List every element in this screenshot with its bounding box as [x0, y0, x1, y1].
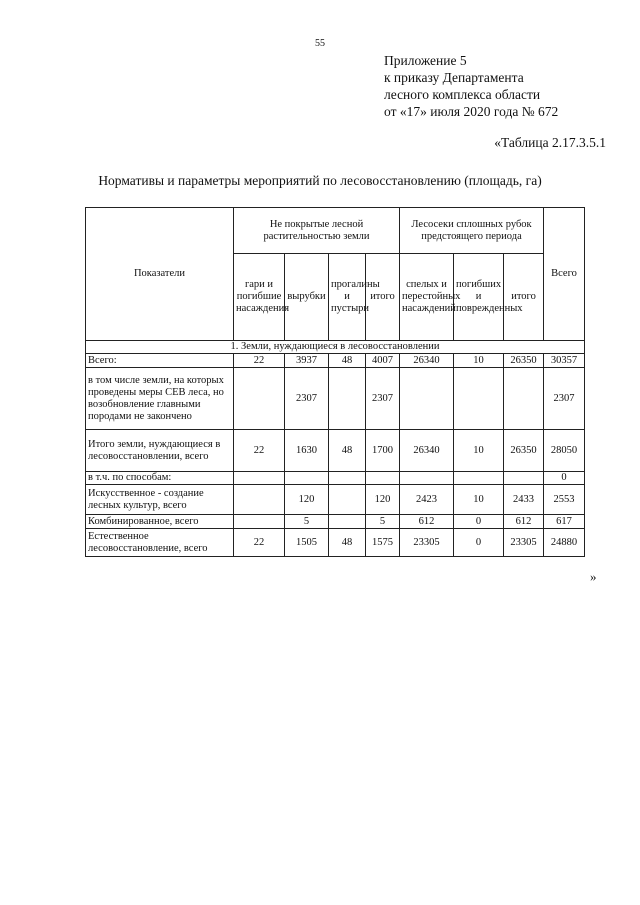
row-value: 5	[366, 515, 400, 529]
header-total-2: итого	[504, 254, 544, 341]
row-label: Естественное лесовосстановление, всего	[86, 529, 234, 557]
document-title: Нормативы и параметры мероприятий по лесовосстановлению (площадь, га)	[98, 173, 542, 188]
row-value	[329, 485, 366, 515]
row-value	[400, 368, 454, 430]
row-label: Всего:	[86, 354, 234, 368]
closing-quote: »	[590, 569, 597, 584]
row-value: 24880	[544, 529, 585, 557]
row-value: 48	[329, 430, 366, 472]
row-label: Искусственное - создание лесных культур, всего	[86, 485, 234, 515]
row-value: 2307	[544, 368, 585, 430]
appendix-block	[384, 52, 558, 120]
table-row	[86, 529, 585, 557]
row-value: 23305	[504, 529, 544, 557]
row-label: в том числе земли, на которых проведены меры СЕВ леса, но возобновление главными породами не закончено	[86, 368, 234, 430]
header-glades: прогалины и пустыри	[329, 254, 366, 341]
row-value	[454, 368, 504, 430]
header-indicators: Показатели	[86, 208, 234, 341]
row-value	[234, 472, 285, 485]
page-number: 55	[315, 38, 325, 49]
table-row	[86, 485, 585, 515]
row-value	[329, 515, 366, 529]
row-value	[504, 472, 544, 485]
row-value: 3937	[285, 354, 329, 368]
reforestation-table	[85, 207, 585, 557]
row-value: 10	[454, 430, 504, 472]
row-value: 1700	[366, 430, 400, 472]
row-value: 23305	[400, 529, 454, 557]
row-value: 2307	[285, 368, 329, 430]
row-value	[234, 368, 285, 430]
section-heading: 1. Земли, нуждающиеся в лесовосстановлении	[86, 341, 585, 354]
row-value: 48	[329, 354, 366, 368]
row-value	[366, 472, 400, 485]
header-felled: вырубки	[285, 254, 329, 341]
row-value	[234, 485, 285, 515]
row-value: 1505	[285, 529, 329, 557]
row-value	[504, 368, 544, 430]
row-value: 10	[454, 354, 504, 368]
row-value: 617	[544, 515, 585, 529]
header-group-nonforested: Не покрытые лесной растительностью земли	[234, 208, 400, 254]
row-value: 2553	[544, 485, 585, 515]
table-row	[86, 354, 585, 368]
row-value: 48	[329, 529, 366, 557]
row-value: 30357	[544, 354, 585, 368]
row-value: 612	[504, 515, 544, 529]
row-value: 22	[234, 430, 285, 472]
row-value: 26350	[504, 354, 544, 368]
row-value	[454, 472, 504, 485]
table-row	[86, 430, 585, 472]
row-value: 1630	[285, 430, 329, 472]
table-row	[86, 472, 585, 485]
row-value: 0	[454, 515, 504, 529]
row-value: 2433	[504, 485, 544, 515]
appendix-line-4: от «17» июля 2020 года № 672	[384, 104, 559, 119]
row-value: 26340	[400, 354, 454, 368]
row-value: 0	[454, 529, 504, 557]
row-value: 1575	[366, 529, 400, 557]
row-label: Комбинированное, всего	[86, 515, 234, 529]
header-group-clearcuts: Лесосеки сплошных рубок предстоящего периода	[400, 208, 544, 254]
row-value: 4007	[366, 354, 400, 368]
header-dead: погибших и поврежденных	[454, 254, 504, 341]
table-row	[86, 368, 585, 430]
appendix-line-1: Приложение 5	[384, 53, 467, 68]
row-value: 28050	[544, 430, 585, 472]
row-value: 2423	[400, 485, 454, 515]
row-value	[234, 515, 285, 529]
row-value	[329, 472, 366, 485]
row-value: 26340	[400, 430, 454, 472]
row-label: в т.ч. по способам:	[86, 472, 234, 485]
row-value: 10	[454, 485, 504, 515]
header-total-1: итого	[366, 254, 400, 341]
row-value	[285, 472, 329, 485]
row-value	[400, 472, 454, 485]
row-label: Итого земли, нуждающиеся в лесовосстановлении, всего	[86, 430, 234, 472]
header-mature: спелых и перестойных насаждений	[400, 254, 454, 341]
row-value: 22	[234, 529, 285, 557]
row-value: 120	[366, 485, 400, 515]
row-value: 22	[234, 354, 285, 368]
appendix-line-3: лесного комплекса области	[384, 87, 541, 102]
row-value: 612	[400, 515, 454, 529]
table-number: «Таблица 2.17.3.5.1	[494, 135, 606, 150]
table-row	[86, 515, 585, 529]
header-burnt: гари и погибшие насаждения	[234, 254, 285, 341]
row-value: 26350	[504, 430, 544, 472]
row-value: 0	[544, 472, 585, 485]
appendix-line-2: к приказу Департамента	[384, 70, 524, 85]
row-value: 120	[285, 485, 329, 515]
header-all: Всего	[544, 208, 585, 341]
row-value: 2307	[366, 368, 400, 430]
row-value	[329, 368, 366, 430]
row-value: 5	[285, 515, 329, 529]
